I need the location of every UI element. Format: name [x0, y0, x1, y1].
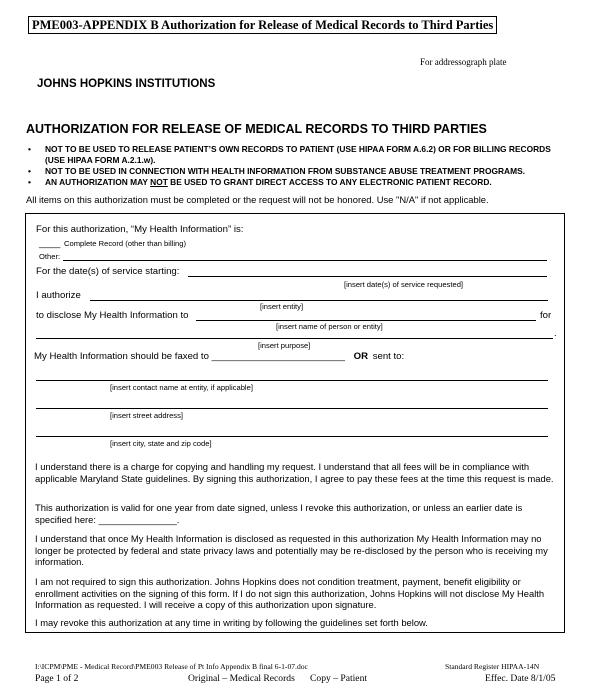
- intro-instructions: All items on this authorization must be completed or the request will not be honored. Use "N/A" if not applicable.: [26, 194, 489, 205]
- recipient-hint: [insert name of person or entity]: [276, 322, 383, 331]
- warning-emphasis: NOT: [150, 177, 168, 187]
- faxed-to-label: My Health Information should be faxed to _________________________ OR sent to:: [34, 351, 405, 362]
- service-dates-label: For the date(s) of service starting:: [36, 266, 180, 277]
- warning-item: • NOT TO BE USED TO RELEASE PATIENT’S OWN RECORDS TO PATIENT (USE HIPAA FORM A.6.2) OR FOR BILLING RECORDS (USE HIPAA FORM A.2.1.w).: [28, 144, 568, 166]
- recipient-input-line[interactable]: [196, 320, 536, 321]
- revoke-paragraph: I may revoke this authorization at any time in writing by following the guidelines set forth below.: [35, 617, 428, 628]
- contact-hint: [insert contact name at entity, if applicable]: [110, 383, 253, 392]
- fax-number-input[interactable]: _________________________: [211, 351, 345, 362]
- institution-name: JOHNS HOPKINS INSTITUTIONS: [37, 78, 216, 90]
- charge-paragraph: I understand there is a charge for copying and handling my request. I understand that all fees will be in compliance with applicable Maryland State guidelines. By signing this authorization, I agree to pay these fees at the time this request is made.: [35, 461, 554, 484]
- footer-effective-date: Effec. Date 8/1/05: [485, 673, 556, 684]
- purpose-hint: [insert purpose]: [258, 341, 311, 350]
- other-label: Other:: [39, 252, 61, 261]
- footer-patient-copy: Copy – Patient: [310, 673, 368, 684]
- footer-file-path: I:\ICPM\PME - Medical Record\PME003 Release of Pt Info Appendix B final 6-1-07.doc: [35, 662, 308, 671]
- warning-item: • AN AUTHORIZATION MAY NOT BE USED TO GRANT DIRECT ACCESS TO ANY ELECTRONIC PATIENT RECORD.: [28, 177, 568, 188]
- street-address-input-line[interactable]: [36, 408, 548, 409]
- or-label: OR: [353, 351, 369, 362]
- warning-list: [28, 144, 568, 188]
- complete-record-label: Complete Record (other than billing): [64, 239, 186, 248]
- footer-original-copy: Original – Medical Records: [188, 673, 295, 684]
- city-state-zip-input-line[interactable]: [36, 436, 548, 437]
- authorize-label: I authorize: [36, 290, 81, 301]
- footer-page-number: Page 1 of 2: [35, 673, 79, 684]
- for-label: for: [540, 310, 552, 321]
- form-title: AUTHORIZATION FOR RELEASE OF MEDICAL RECORDS TO THIRD PARTIES: [26, 122, 487, 136]
- addressograph-label: For addressograph plate: [420, 57, 507, 67]
- service-dates-input-line[interactable]: [188, 276, 547, 277]
- service-dates-hint: [insert date(s) of service requested]: [344, 280, 464, 289]
- not-required-paragraph: I am not required to sign this authorization. Johns Hopkins does not condition treatment, payment, benefit eligibility or enrollment activities on the signing of this form. If I do not sign this authorization, Johns Hopkins will not disclose My Health Information as requested. I will receive a copy of this authorization upon signature.: [35, 576, 545, 611]
- validity-paragraph: This authorization is valid for one year from date signed, unless I revoke this authorization, or unless an earlier date is specified here: _______________.: [35, 502, 523, 525]
- warning-item: • NOT TO BE USED IN CONNECTION WITH HEALTH INFORMATION FROM SUBSTANCE ABUSE TREATMENT PROGRAMS.: [28, 166, 568, 177]
- street-hint: [insert street address]: [110, 411, 184, 420]
- other-input-line[interactable]: [63, 260, 547, 261]
- sent-to-label: sent to:: [372, 351, 405, 362]
- entity-hint: [insert entity]: [260, 302, 304, 311]
- authorized-entity-input-line[interactable]: [90, 300, 548, 301]
- complete-record-checkbox[interactable]: ____: [39, 238, 61, 249]
- health-info-definition-label: For this authorization, “My Health Information” is:: [36, 224, 244, 235]
- authorization-form-box: [25, 213, 565, 633]
- contact-name-input-line[interactable]: [36, 380, 548, 381]
- privacy-paragraph: I understand that once My Health Information is disclosed as requested in this authorization My Health Information may no longer be protected by federal and state privacy laws and potentially may be re-disclosed by the person who is receiving my information.: [35, 533, 548, 568]
- document-header-title: PME003-APPENDIX B Authorization for Release of Medical Records to Third Parties: [28, 16, 497, 34]
- disclose-to-label: to disclose My Health Information to: [36, 310, 189, 321]
- city-hint: [insert city, state and zip code]: [110, 439, 212, 448]
- purpose-input-line[interactable]: [36, 338, 553, 339]
- purpose-period: .: [554, 328, 557, 339]
- footer-register: Standard Register HIPAA-14N: [445, 662, 540, 671]
